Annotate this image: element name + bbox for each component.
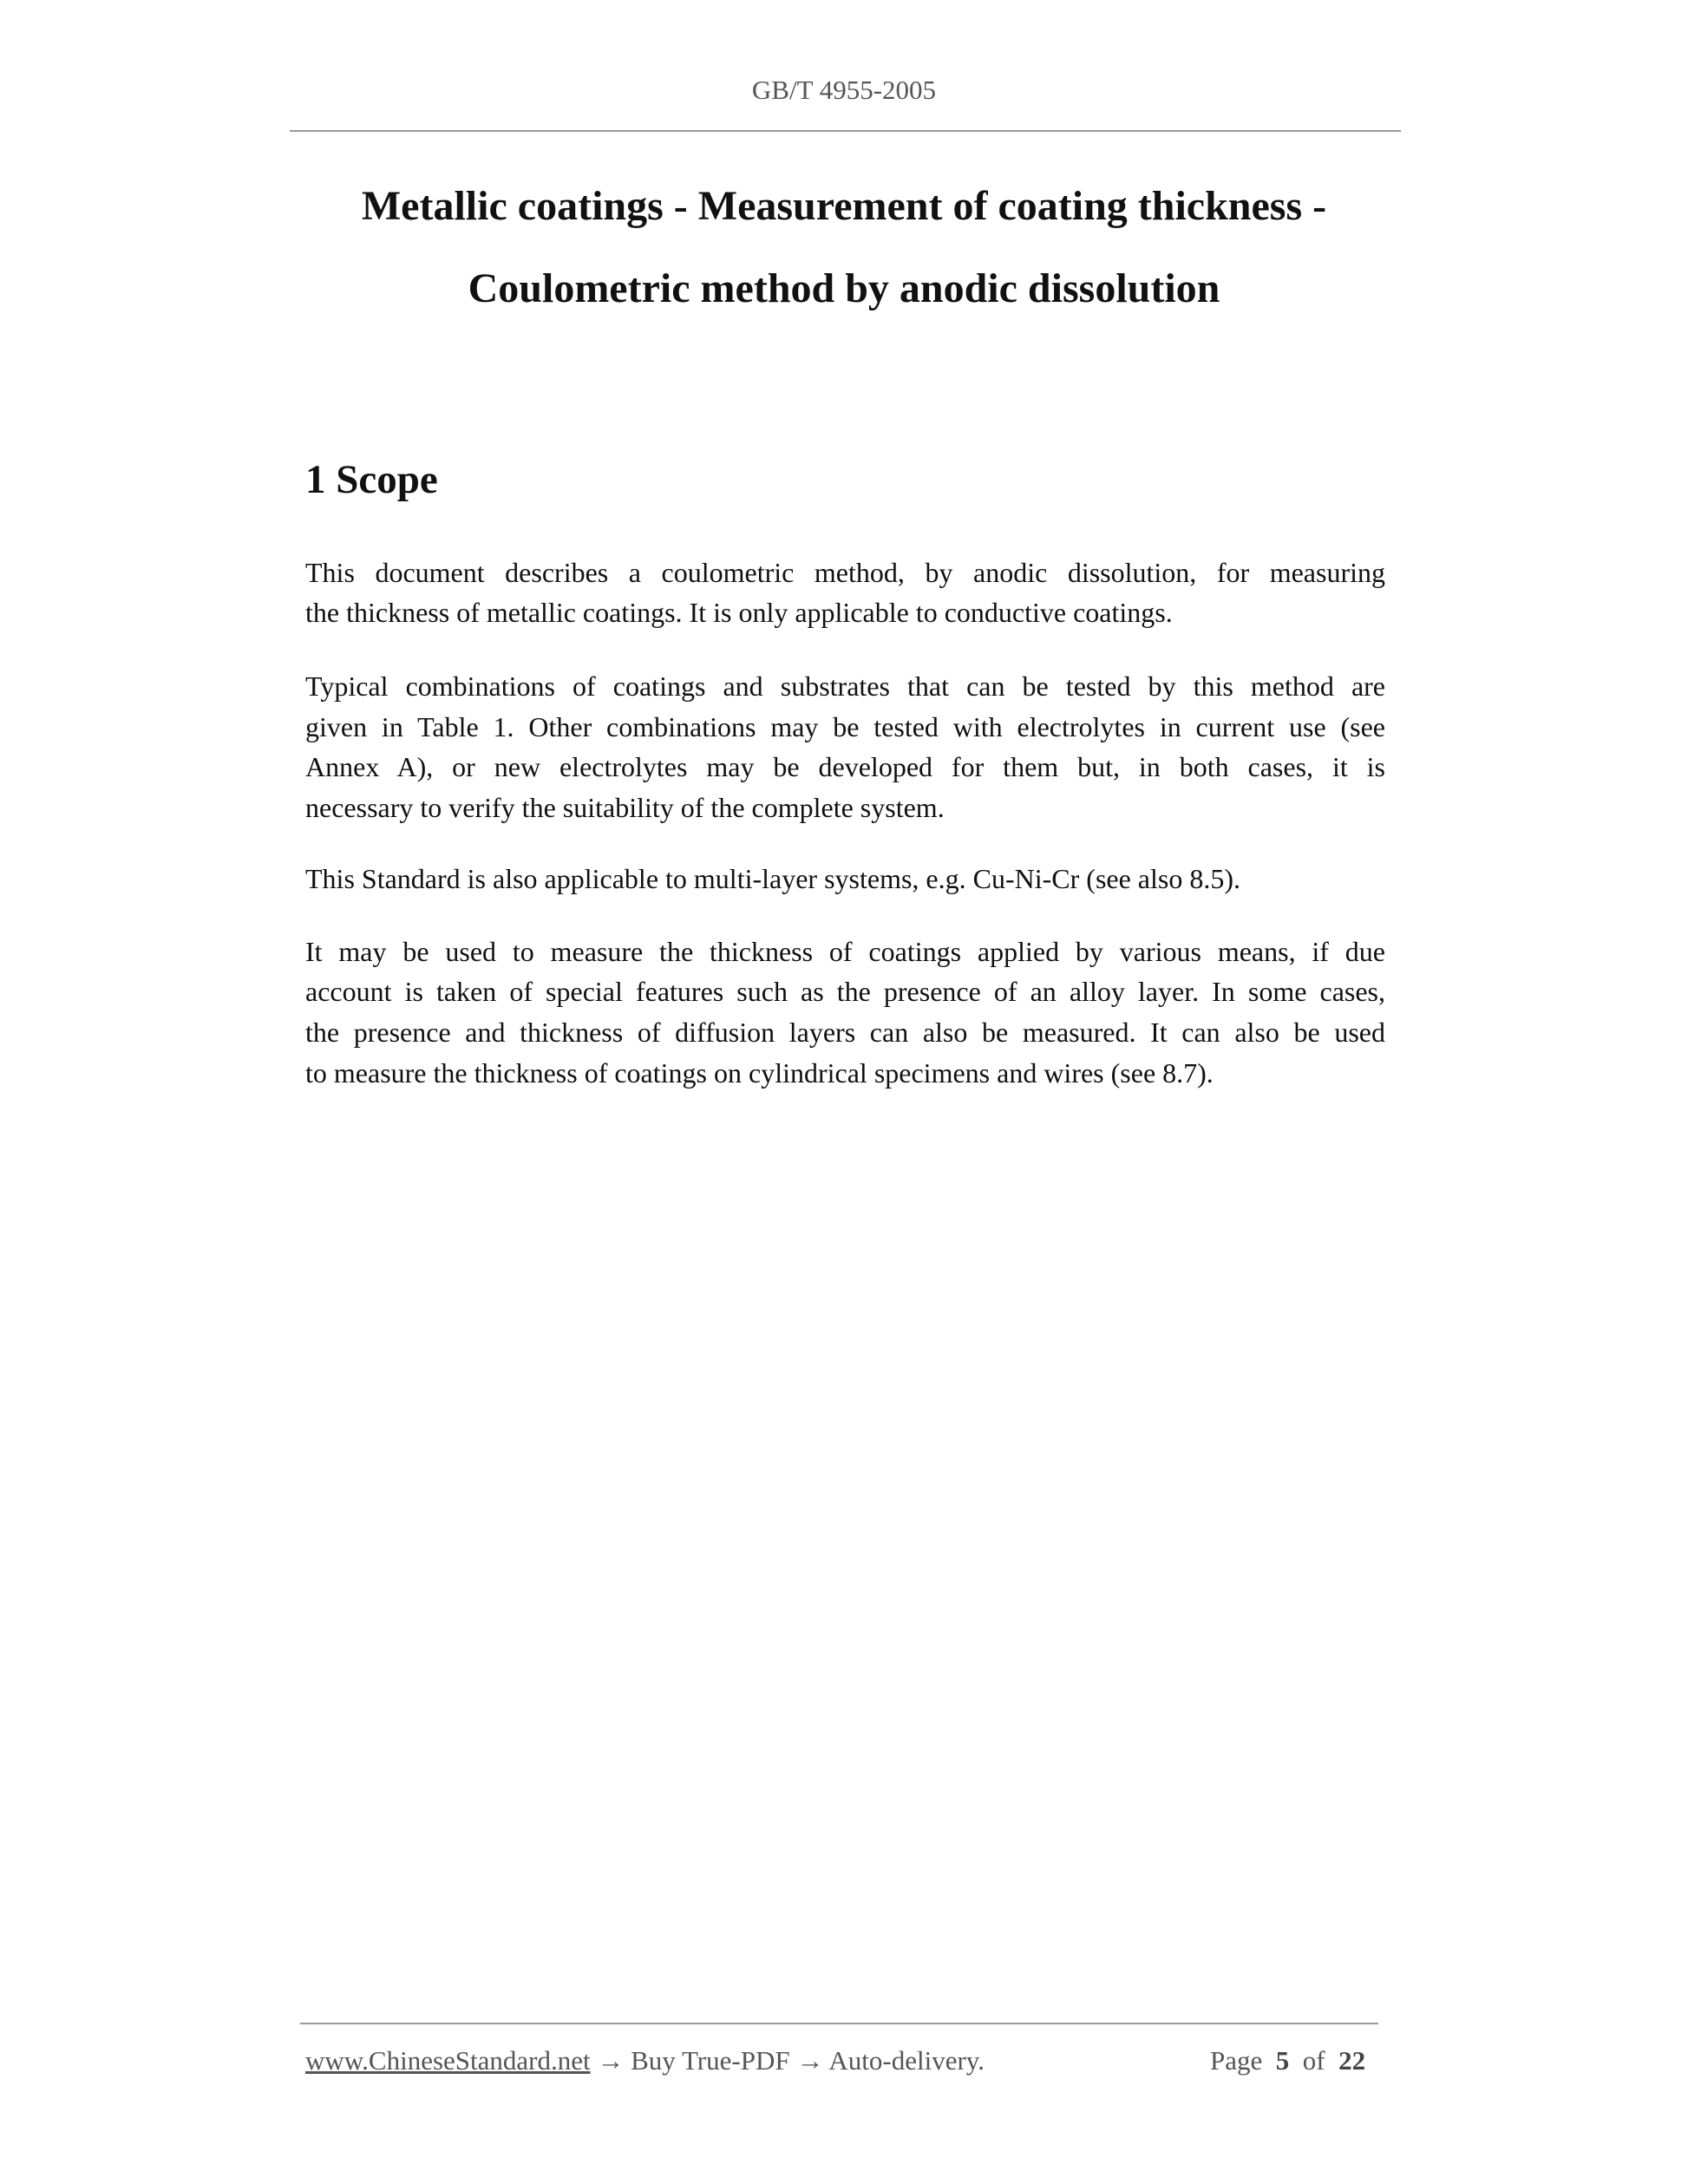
of-label: of [1302, 2045, 1325, 2076]
section-heading: 1 Scope [305, 457, 438, 502]
arrow-icon: → [796, 2045, 824, 2076]
paragraph-4-line: the presence and thickness of diffusion layers can also be measured. It can also be used [305, 1017, 1385, 1048]
current-page: 5 [1275, 2045, 1290, 2076]
document-title-line-2: Coulometric method by anodic dissolution [468, 265, 1220, 311]
total-pages: 22 [1338, 2045, 1366, 2076]
footer-text [305, 2045, 985, 2076]
paragraph-4-line: to measure the thickness of coatings on cylindrical specimens and wires (see 8.7). [305, 1057, 1214, 1089]
paragraph-2-line: Annex A), or new electrolytes may be developed for them but, in both cases, it is [305, 751, 1385, 782]
paragraph-2-line: given in Table 1. Other combinations may be tested with electrolytes in current use (see [305, 711, 1385, 742]
paragraph-1-line: This document describes a coulometric method, by anodic dissolution, for measuring [305, 557, 1385, 588]
footer-divider [300, 2023, 1378, 2024]
page-label: Page [1210, 2045, 1263, 2076]
page-number [1210, 2045, 1365, 2076]
header-divider [290, 130, 1401, 132]
document-title-line-1: Metallic coatings - Measurement of coating thickness - [361, 183, 1327, 229]
paragraph-2-line: Typical combinations of coatings and substrates that can be tested by this method are [305, 670, 1385, 702]
footer-step-delivery: Auto-delivery. [828, 2045, 985, 2076]
website-link[interactable]: www.ChineseStandard.net [305, 2045, 591, 2076]
footer-step-buy: Buy True-PDF [631, 2045, 790, 2076]
running-header: GB/T 4955-2005 [751, 75, 937, 105]
arrow-icon: → [597, 2045, 625, 2076]
paragraph-1-line: the thickness of metallic coatings. It is only applicable to conductive coatings. [305, 597, 1173, 628]
paragraph-3-line: This Standard is also applicable to multi-layer systems, e.g. Cu-Ni-Cr (see also 8.5). [305, 863, 1240, 894]
paragraph-2-line: necessary to verify the suitability of the complete system. [305, 792, 945, 823]
paragraph-4-line: It may be used to measure the thickness of coatings applied by various means, if due [305, 936, 1385, 967]
paragraph-4-line: account is taken of special features such as the presence of an alloy layer. In some cases, [305, 976, 1385, 1007]
